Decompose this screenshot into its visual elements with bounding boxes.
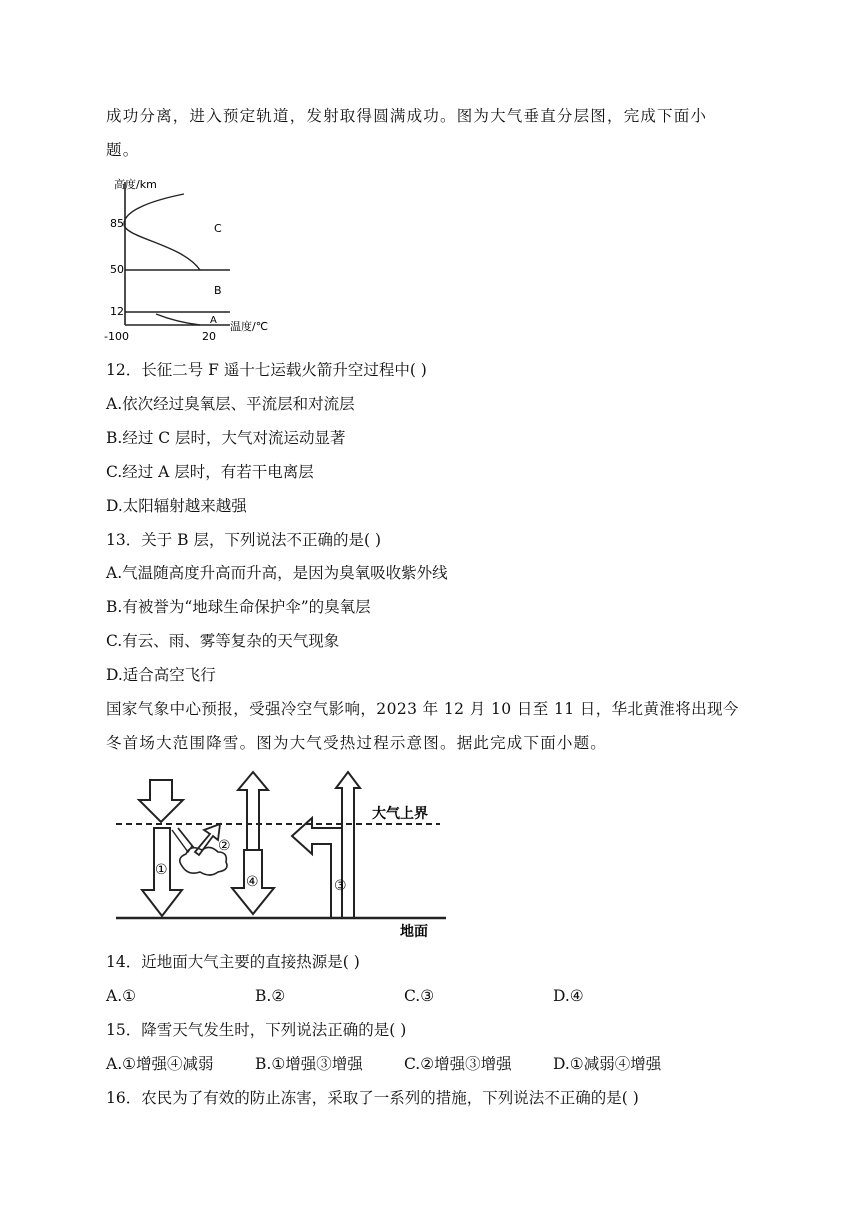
- q14-option-d: D.④: [553, 987, 584, 1005]
- top-of-atmosphere-label: 大气上界: [372, 806, 428, 822]
- intro-text-line1: 成功分离，进入预定轨道，发射取得圆满成功。图为大气垂直分层图，完成下面小: [106, 107, 708, 125]
- q12-stem: 12．长征二号 F 遥十七运载火箭升空过程中( ): [106, 361, 427, 379]
- q13-option-b: B.有被誉为“地球生命保护伞”的臭氧层: [106, 598, 371, 616]
- y-tick-50: 50: [110, 263, 124, 276]
- intro2-text-line1: 国家气象中心预报，受强冷空气影响，2023 年 12 月 10 日至 11 日，华北黄淮将出现今: [106, 700, 739, 718]
- q14-option-b: B.②: [255, 987, 286, 1005]
- q13-option-d: D.适合高空飞行: [106, 666, 216, 684]
- layer-label-b: B: [214, 284, 222, 297]
- x-axis-label: 温度/℃: [230, 320, 269, 333]
- q15-option-d: D.①减弱④增强: [553, 1055, 662, 1073]
- q15-option-a: A.①增强④减弱: [106, 1055, 214, 1073]
- q14-stem: 14．近地面大气主要的直接热源是( ): [106, 953, 360, 971]
- arrow-label-4: ④: [246, 874, 259, 890]
- arrow-label-1: ①: [155, 862, 168, 878]
- q14-option-c: C.③: [404, 987, 435, 1005]
- incoming-solar-arrow-icon: [139, 780, 183, 822]
- ground-radiation-up-arrow-icon: [336, 772, 360, 918]
- arrow-label-3: ③: [334, 878, 347, 894]
- q12-option-a: A.依次经过臭氧层、平流层和对流层: [106, 395, 355, 413]
- arrow-label-2: ②: [218, 838, 231, 854]
- intro2-text-line2: 冬首场大范围降雪。图为大气受热过程示意图。据此完成下面小题。: [106, 734, 608, 752]
- q13-option-c: C.有云、雨、雾等复杂的天气现象: [106, 632, 340, 650]
- q13-option-a: A.气温随高度升高而升高，是因为臭氧吸收紫外线: [106, 564, 448, 582]
- upward-atmospheric-radiation-arrow-icon: [238, 772, 268, 850]
- q13-stem: 13．关于 B 层，下列说法不正确的是( ): [106, 531, 381, 549]
- q15-stem: 15．降雪天气发生时，下列说法正确的是( ): [106, 1021, 407, 1039]
- q16-stem: 16．农民为了有效的防止冻害，采取了一系列的措施，下列说法不正确的是( ): [106, 1089, 639, 1107]
- y-tick-12: 12: [110, 305, 124, 318]
- arrow-3-icon: [292, 818, 342, 918]
- intro-text-line2: 题。: [106, 141, 140, 159]
- atmosphere-heating-diagram: [110, 766, 450, 942]
- q12-option-d: D.太阳辐射越来越强: [106, 497, 247, 515]
- layer-label-a: A: [210, 315, 217, 326]
- x-tick-20: 20: [202, 330, 216, 343]
- q15-option-b: B.①增强③增强: [255, 1055, 363, 1073]
- y-axis-label: 高度/km: [114, 178, 157, 191]
- layer-label-c: C: [214, 222, 222, 235]
- y-tick-85: 85: [110, 217, 124, 230]
- q15-option-c: C.②增强③增强: [404, 1055, 512, 1073]
- q12-option-c: C.经过 A 层时，有若干电离层: [106, 463, 314, 481]
- q12-option-b: B.经过 C 层时，大气对流运动显著: [106, 429, 346, 447]
- x-tick-minus100: -100: [104, 330, 129, 343]
- q14-option-a: A.①: [106, 987, 137, 1005]
- ground-label: 地面: [400, 924, 428, 940]
- atmosphere-layer-diagram: [104, 172, 284, 344]
